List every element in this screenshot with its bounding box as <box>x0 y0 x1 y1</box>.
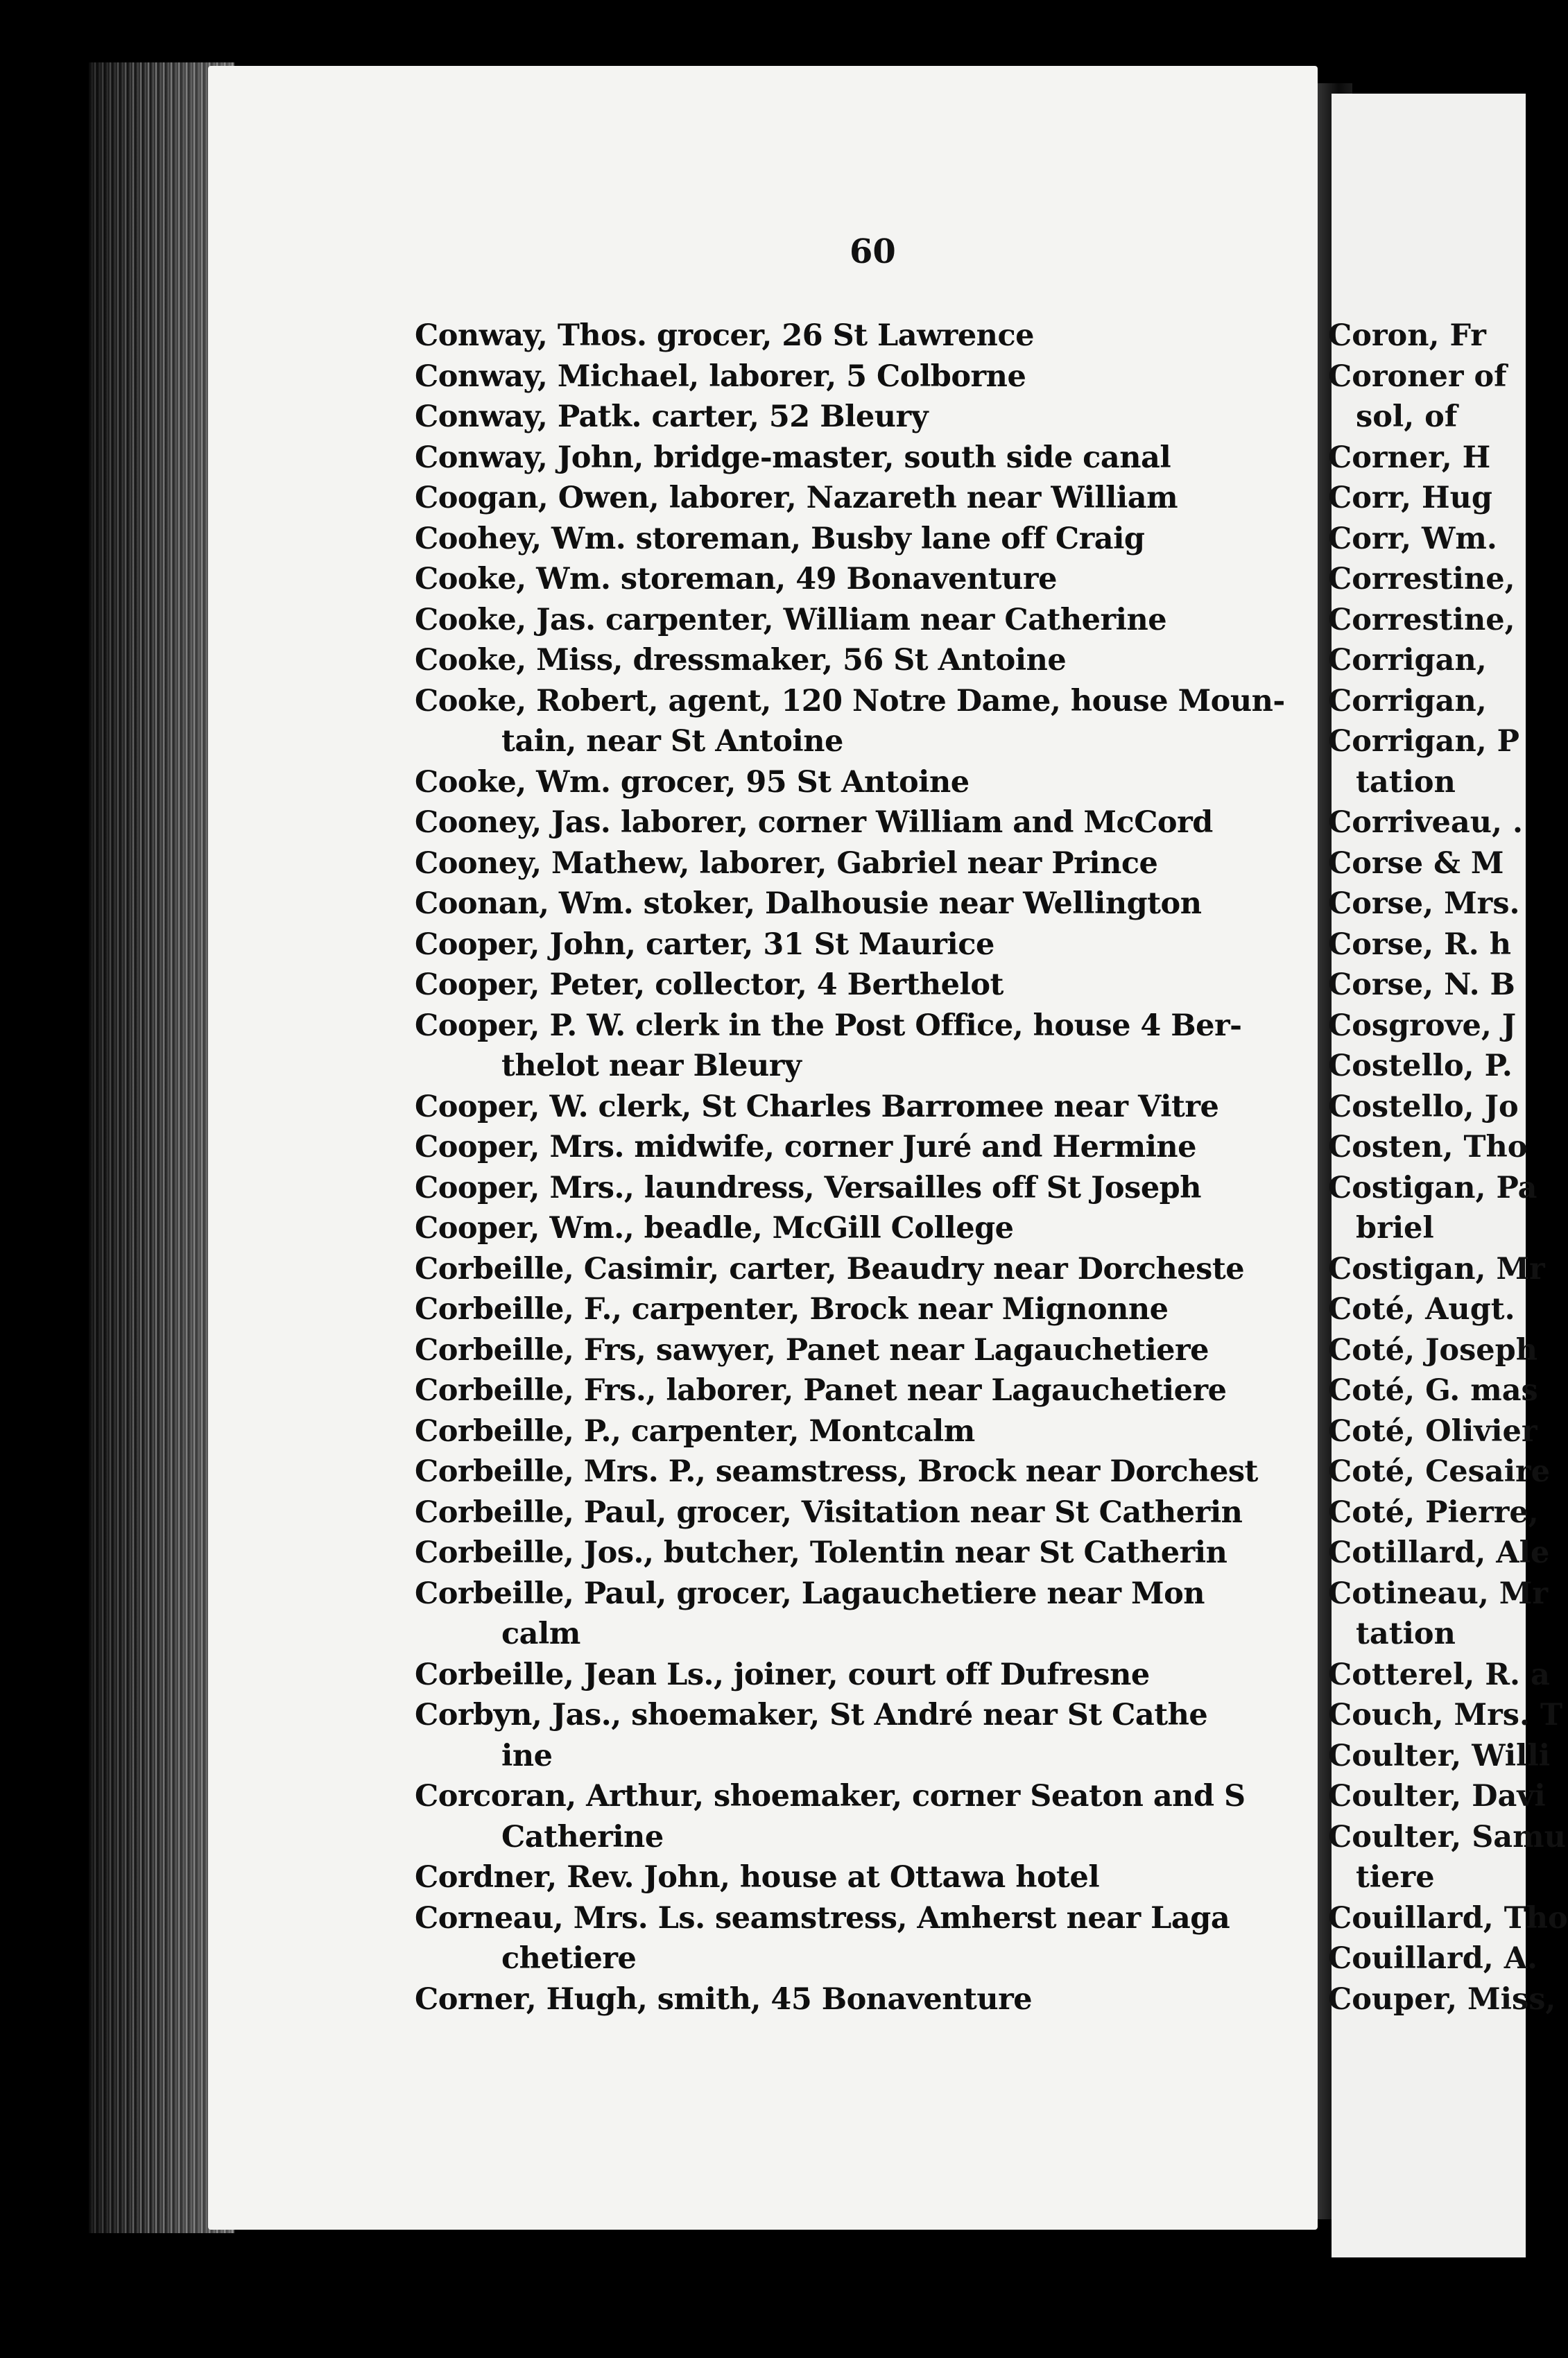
right-page-line: Coté, Augt. <box>1328 1292 1515 1327</box>
entry-text: Conway, Michael, laborer, 5 Colborne <box>415 359 1026 394</box>
directory-entry <box>415 884 1295 924</box>
entry-continuation: calm <box>501 1617 580 1651</box>
directory-entry <box>415 1168 1295 1209</box>
directory-entry <box>415 1370 1295 1411</box>
right-page-line: Corse, N. B <box>1328 967 1515 1002</box>
right-page-line: Couillard, Tho <box>1328 1900 1568 1936</box>
entry-text: Corcoran, Arthur, shoemaker, corner Seaton and S <box>415 1779 1246 1814</box>
entry-continuation: thelot near Bleury <box>501 1049 802 1083</box>
right-page-line: Coron, Fr <box>1328 318 1486 353</box>
entry-continuation: ine <box>501 1738 553 1773</box>
directory-entry <box>415 1857 1295 1898</box>
entry-text: Cooper, P. W. clerk in the Post Office, house 4 Ber- <box>415 1008 1242 1043</box>
entry-text: Conway, Patk. carter, 52 Bleury <box>415 399 929 434</box>
directory-entry <box>415 316 1295 356</box>
entry-text: Corbeille, Frs., laborer, Panet near Lagauchetiere <box>415 1373 1227 1408</box>
entry-text: Coonan, Wm. stoker, Dalhousie near Wellington <box>415 886 1202 921</box>
directory-entries-right <box>1328 316 1568 2017</box>
directory-entry <box>415 681 1295 762</box>
right-page-line: Corse & M <box>1328 845 1504 881</box>
right-page-line: Corner, H <box>1328 440 1491 475</box>
directory-entry <box>415 1492 1295 1533</box>
entry-text: Corbeille, Mrs. P., seamstress, Brock near Dorchest <box>415 1454 1258 1489</box>
directory-entry <box>415 478 1295 519</box>
right-page-line: Cotillard, Ale <box>1328 1535 1550 1570</box>
entry-text: Corbeille, P., carpenter, Montcalm <box>415 1413 975 1449</box>
directory-entry <box>415 600 1295 641</box>
entry-text: Conway, John, bridge-master, south side canal <box>415 440 1171 475</box>
right-page-line: Cosgrove, J <box>1328 1008 1517 1043</box>
entry-text: Corbeille, Jean Ls., joiner, court off Dufresne <box>415 1657 1150 1692</box>
entry-text: Cooper, Mrs., laundress, Versailles off St Joseph <box>415 1170 1202 1205</box>
directory-entry <box>415 1979 1295 2020</box>
right-page-line: Correstine, <box>1328 562 1515 596</box>
directory-entry <box>415 1695 1295 1776</box>
right-page-line: Corriveau, . <box>1328 805 1523 840</box>
right-page-line: tiere <box>1356 1860 1435 1895</box>
directory-entry <box>415 1411 1295 1452</box>
directory-entry <box>415 1655 1295 1696</box>
right-page-line: Coté, G. mas <box>1328 1373 1538 1408</box>
right-page-line: Corse, Mrs. <box>1328 886 1520 921</box>
right-page-line: Cotineau, Mr <box>1328 1576 1549 1611</box>
directory-entry <box>415 1898 1295 1979</box>
right-page-line: Corse, R. h <box>1328 927 1512 962</box>
entry-text: Corbyn, Jas., shoemaker, St André near St Cathe <box>415 1698 1208 1732</box>
right-page-line: tation <box>1356 1617 1456 1651</box>
directory-entry <box>415 843 1295 884</box>
directory-entries-left <box>415 316 1295 2181</box>
directory-entry <box>415 438 1295 479</box>
directory-entry <box>415 924 1295 965</box>
directory-entry <box>415 519 1295 560</box>
right-page-line: Coté, Joseph <box>1328 1332 1537 1368</box>
right-page-line: Corr, Wm. <box>1328 521 1497 556</box>
right-page-line: Costigan, Mr <box>1328 1251 1545 1286</box>
right-page-line: Costigan, Pa <box>1328 1170 1537 1205</box>
right-page-line: Coulter, Willi <box>1328 1738 1551 1773</box>
directory-entry <box>415 397 1295 438</box>
right-page-line: Cotterel, R. a <box>1328 1657 1550 1692</box>
entry-text: Corbeille, Casimir, carter, Beaudry near Dorcheste <box>415 1251 1245 1286</box>
right-page-line: Couper, Miss, <box>1328 1981 1556 2017</box>
entry-text: Cooper, Mrs. midwife, corner Juré and Hermine <box>415 1130 1197 1164</box>
directory-entry <box>415 1087 1295 1128</box>
right-page-line: Corr, Hug <box>1328 481 1492 515</box>
right-page-line: sol, of <box>1356 399 1458 434</box>
entry-text: Cordner, Rev. John, house at Ottawa hotel <box>415 1860 1100 1895</box>
right-page-line: Coté, Pierre, <box>1328 1495 1539 1530</box>
directory-entry <box>415 762 1295 803</box>
entry-text: Cooke, Wm. grocer, 95 St Antoine <box>415 764 970 800</box>
right-page-line: Corrigan, <box>1328 643 1487 678</box>
entry-text: Corbeille, Frs, sawyer, Panet near Lagauchetiere <box>415 1332 1209 1368</box>
right-page-line: Costen, Tho <box>1328 1130 1528 1164</box>
entry-text: Cooper, John, carter, 31 St Maurice <box>415 927 994 962</box>
entry-text: Cooney, Mathew, laborer, Gabriel near Prince <box>415 845 1158 881</box>
right-page-line: Coulter, Samu <box>1328 1819 1566 1854</box>
entry-text: Coohey, Wm. storeman, Busby lane off Craig <box>415 521 1145 556</box>
directory-entry <box>415 1452 1295 1492</box>
directory-entry <box>415 1330 1295 1371</box>
right-page-line: Corrigan, P <box>1328 724 1520 759</box>
entry-text: Corner, Hugh, smith, 45 Bonaventure <box>415 1981 1033 2017</box>
entry-text: Coogan, Owen, laborer, Nazareth near William <box>415 481 1178 515</box>
entry-text: Conway, Thos. grocer, 26 St Lawrence <box>415 318 1034 353</box>
right-page-line: Coulter, Davi <box>1328 1779 1546 1814</box>
right-page-line: briel <box>1356 1211 1434 1246</box>
directory-entry <box>415 1208 1295 1249</box>
right-page-line: Costello, P. <box>1328 1049 1513 1083</box>
directory-entry <box>415 965 1295 1006</box>
entry-text: Cooper, W. clerk, St Charles Barromee near Vitre <box>415 1089 1219 1124</box>
right-page-line: Coroner of <box>1328 359 1507 394</box>
directory-entry <box>415 640 1295 681</box>
directory-entry <box>415 356 1295 397</box>
entry-text: Cooney, Jas. laborer, corner William and McCord <box>415 805 1213 840</box>
right-page-line: Correstine, <box>1328 602 1515 637</box>
directory-entry <box>415 1533 1295 1574</box>
right-page-line: Coté, Olivier <box>1328 1413 1537 1449</box>
directory-entry <box>415 1249 1295 1290</box>
entry-text: Corbeille, Jos., butcher, Tolentin near St Catherin <box>415 1535 1227 1570</box>
entry-text: Corbeille, F., carpenter, Brock near Mignonne <box>415 1292 1169 1327</box>
entry-text: Corbeille, Paul, grocer, Visitation near St Catherin <box>415 1495 1243 1530</box>
directory-entry <box>415 1289 1295 1330</box>
entry-continuation: chetiere <box>501 1941 637 1976</box>
entry-text: Cooper, Wm., beadle, McGill College <box>415 1211 1014 1246</box>
entry-text: Cooke, Miss, dressmaker, 56 St Antoine <box>415 643 1067 678</box>
directory-entry <box>415 802 1295 843</box>
entry-continuation: tain, near St Antoine <box>501 724 843 759</box>
right-page-line: Coté, Cesaire <box>1328 1454 1551 1489</box>
entry-text: Corneau, Mrs. Ls. seamstress, Amherst near Laga <box>415 1900 1230 1936</box>
entry-text: Corbeille, Paul, grocer, Lagauchetiere near Mon <box>415 1576 1205 1611</box>
entry-text: Cooke, Robert, agent, 120 Notre Dame, house Moun- <box>415 683 1285 718</box>
entry-continuation: Catherine <box>501 1819 664 1854</box>
right-page-line: Couch, Mrs. T <box>1328 1698 1562 1732</box>
entry-text: Cooke, Jas. carpenter, William near Catherine <box>415 602 1167 637</box>
directory-entry <box>415 1776 1295 1857</box>
right-page-line: Corrigan, <box>1328 683 1487 718</box>
directory-entry <box>415 1127 1295 1168</box>
right-page-line: tation <box>1356 764 1456 800</box>
directory-entry <box>415 1006 1295 1087</box>
right-page-line: Couillard, A. <box>1328 1941 1538 1976</box>
page-number: 60 <box>850 232 896 271</box>
entry-text: Cooper, Peter, collector, 4 Berthelot <box>415 967 1003 1002</box>
right-page-line: Costello, Jo <box>1328 1089 1519 1124</box>
entry-text: Cooke, Wm. storeman, 49 Bonaventure <box>415 562 1057 596</box>
directory-entry <box>415 1574 1295 1655</box>
directory-entry <box>415 559 1295 600</box>
